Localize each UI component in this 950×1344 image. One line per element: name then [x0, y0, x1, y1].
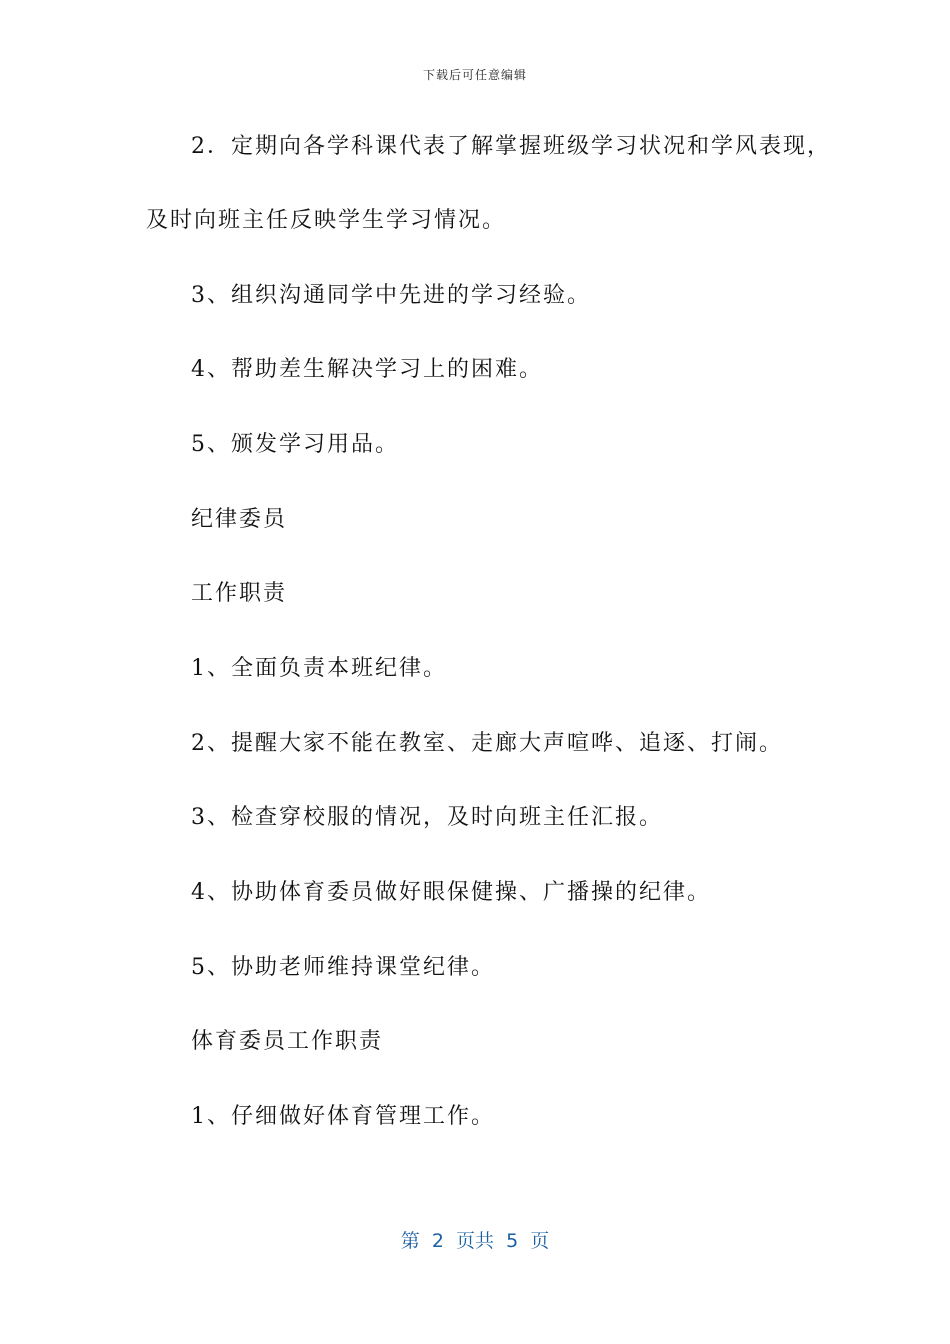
page-number-footer: 第 2 页共 5 页: [400, 1230, 550, 1252]
section-heading-pe: 体育委员工作职责: [191, 1029, 384, 1054]
body-line-1: 2．定期向各学科课代表了解掌握班级学习状况和学风表现，: [191, 134, 831, 159]
body-line-10: 3、检查穿校服的情况，及时向班主任汇报。: [191, 805, 663, 830]
header-note: 下载后可任意编辑: [422, 68, 527, 82]
body-line-12: 5、协助老师维持课堂纪律。: [191, 955, 495, 980]
subheading-duties: 工作职责: [191, 581, 288, 606]
body-line-9: 2、提醒大家不能在教室、走廊大声喧哗、追逐、打闹。: [191, 731, 783, 756]
section-heading-discipline: 纪律委员: [191, 507, 288, 532]
body-line-5: 5、颁发学习用品。: [191, 432, 399, 457]
body-line-14: 1、仔细做好体育管理工作。: [191, 1104, 495, 1129]
body-line-11: 4、协助体育委员做好眼保健操、广播操的纪律。: [191, 880, 711, 905]
body-line-2: 及时向班主任反映学生学习情况。: [146, 208, 507, 233]
body-line-4: 4、帮助差生解决学习上的困难。: [191, 357, 543, 382]
body-line-8: 1、全面负责本班纪律。: [191, 656, 447, 681]
body-line-3: 3、组织沟通同学中先进的学习经验。: [191, 283, 591, 308]
